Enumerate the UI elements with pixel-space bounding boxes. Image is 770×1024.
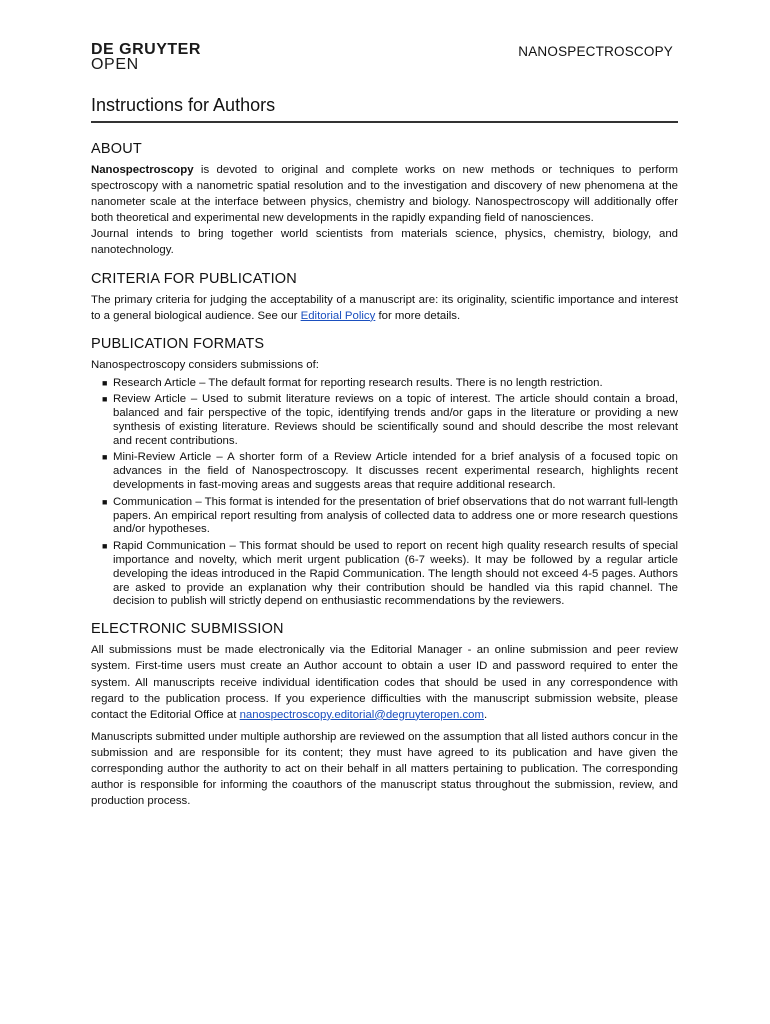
format-review-article: Review Article – Used to submit literature reviews on a topic of interest. The article should contain a broad, balanced and fair perspective of the topic, identifying trends and/or gaps in the literature or providing a new synthesis of existing literature. Reviews should be scientifically sound and should describe the most relevant and recent contributions.: [113, 393, 678, 447]
formats-list: [91, 377, 678, 610]
logo-line-1: DE GRUYTER: [91, 41, 201, 58]
submission-heading: ELECTRONIC SUBMISSION: [91, 621, 284, 638]
submission-text-1: All submissions must be made electronically via the Editorial Manager - an online submission and peer review system. First-time users must create an Author account to obtain a user ID and password required to enter the system. All manuscripts receive individual identification codes that should be used in any correspondence with regard to the publication process. If you experience difficulties with the manuscript submission website, please contact the Editorial Office at: [91, 644, 678, 721]
submission-section: [91, 620, 678, 809]
editorial-policy-link[interactable]: Editorial Policy: [300, 309, 376, 322]
criteria-text: The primary criteria for judging the acceptability of a manuscript are: its originality, scientific importance and interest to a general biological audience. See our: [91, 293, 678, 322]
criteria-section: [91, 270, 678, 324]
title-divider: [91, 121, 678, 123]
list-item: [91, 451, 678, 493]
format-rapid-communication: Rapid Communication – This format should be used to report on recent high quality research results of special importance and novelty, which merit urgent publication (6-7 weeks). It may be followed by a regular article developing the ideas introduced in the Rapid Communication. The length should not exceed 4-5 pages. Authors are asked to provide an explanation why their contribution should be handled via this rapid channel. The decision to publish will strictly depend on enthusiastic recommendations by the reviewers.: [113, 539, 678, 608]
list-item: [91, 496, 678, 538]
about-paragraph-1: [91, 162, 678, 226]
formats-intro: Nanospectroscopy considers submissions of:: [91, 358, 319, 371]
publisher-logo: [91, 42, 201, 72]
about-text-1: is devoted to original and complete works on new methods or techniques to perform spectroscopy with a nanometric spatial resolution and to the investigation and discovery of new phenomena at the nanometer scale at the interface between physics, chemistry and biology. Nanospectroscopy will additionally offer both theoretical and experimental new developments in the rapidly expanding field of nanosciences.: [91, 164, 678, 225]
editorial-email-link[interactable]: nanospectroscopy.editorial@degruyteropen.com: [239, 708, 484, 721]
bullet-icon: ■: [102, 540, 108, 551]
document-body: [91, 140, 678, 820]
journal-lead: Nanospectroscopy: [91, 164, 194, 176]
formats-section: [91, 335, 678, 610]
submission-paragraph-2: Manuscripts submitted under multiple authorship are reviewed on the assumption that all listed authors concur in the submission and are responsible for its content; they must have agreed to its publication and have given the corresponding author the authority to act on their behalf in all matters pertaining to publication. The corresponding author is responsible for informing the coauthors of the manuscript status throughout the submission, review, and production process.: [91, 730, 678, 808]
list-item: [91, 540, 678, 610]
criteria-paragraph: [91, 292, 678, 324]
logo-line-2: OPEN: [91, 56, 139, 73]
about-section: [91, 140, 678, 259]
submission-paragraph-1: [91, 642, 678, 722]
submission-text-1-end: .: [483, 708, 488, 721]
bullet-icon: ■: [102, 377, 108, 388]
list-item: [91, 377, 678, 391]
format-mini-review-article: Mini-Review Article – A shorter form of a Review Article intended for a brief analysis of a focused topic on advances in the field of Nanospectroscopy. It discusses recent experimental research, highlights recent developments in fast-moving areas and suggests areas that require additional research.: [113, 451, 678, 492]
formats-heading: PUBLICATION FORMATS: [91, 335, 265, 352]
bullet-icon: ■: [102, 496, 108, 507]
page-title: Instructions for Authors: [91, 95, 276, 115]
format-communication: Communication – This format is intended for the presentation of brief observations that do not warrant full-length papers. An empirical report resulting from analysis of collected data to address one or more research questions and/or hypotheses.: [113, 495, 678, 536]
list-item: [91, 393, 678, 449]
criteria-heading: CRITERIA FOR PUBLICATION: [91, 270, 297, 287]
criteria-text-end: for more details.: [375, 309, 461, 322]
about-heading: ABOUT: [91, 141, 142, 157]
about-paragraph-2: Journal intends to bring together world scientists from materials science, physics, chemistry, biology, and nanotechnology.: [91, 228, 678, 257]
journal-name: NANOSPECTROSCOPY: [518, 44, 673, 59]
bullet-icon: ■: [102, 394, 108, 405]
format-research-article: Research Article – The default format for reporting research results. There is no length restriction.: [113, 376, 603, 389]
bullet-icon: ■: [102, 452, 108, 463]
